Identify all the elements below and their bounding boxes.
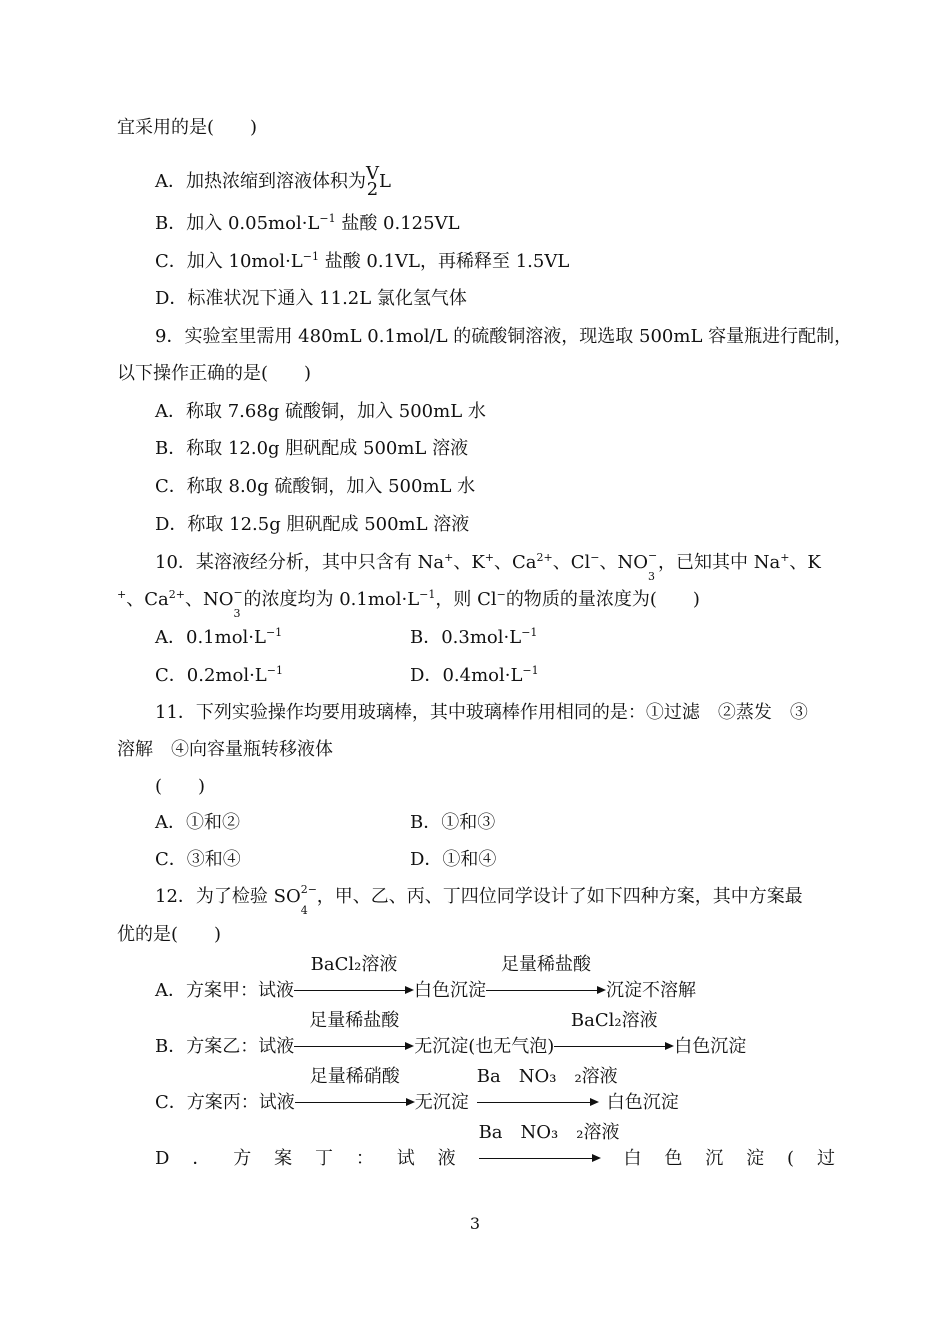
q11-option-c: C．③和④ xyxy=(155,849,241,870)
reaction-arrow: Ba NO₃ ₂溶液 xyxy=(477,1091,599,1115)
q10-option-b: B．$0.3mol\cdot L^{-1}$ xyxy=(410,626,538,648)
q12-stem-line1: 12．为了检验 SO 2− 4 ，甲、乙、丙、丁四位同学设计了如下四种方案，其中方案最 xyxy=(155,883,803,917)
fraction-v-over-2: V 2 xyxy=(366,163,379,200)
q11-option-d: D．①和④ xyxy=(410,849,497,870)
q9-stem-line2: 以下操作正确的是( ) xyxy=(117,363,312,384)
q8-option-b: B．加入 $0.05mol\cdot L^{-1}$ 盐酸 0.125VL xyxy=(155,212,460,234)
q9-option-b: B．称取 12.0g 胆矾配成 500mL 溶液 xyxy=(155,438,469,459)
q11-stem-line1: 11．下列实验操作均要用玻璃棒，其中玻璃棒作用相同的是：①过滤 ②蒸发 ③ xyxy=(155,702,808,723)
q9-stem-line1: 9．实验室里需用 480mL 0.1mol/L 的硫酸铜溶液，现选取 500mL 容量瓶进行配制， xyxy=(155,326,853,347)
q8-option-c: C．加入 $10mol\cdot L^{-1}$ 盐酸 0.1VL，再稀释至 1.5VL xyxy=(155,250,570,272)
q10-stem-line2: +、$Ca^{2+}$、NO − 3 的浓度均为 $0.1mol\cdot L^{-1}$，则 Cl−的物质的量浓度为( ) xyxy=(117,586,700,620)
q8-option-a: A．加热浓缩到溶液体积为 V 2 L xyxy=(155,163,391,200)
reaction-arrow: BaCl₂溶液 xyxy=(554,1035,674,1059)
q8-option-d: D．标准状况下通入 11.2L 氯化氢气体 xyxy=(155,288,467,309)
reaction-arrow: Ba NO₃ ₂溶液 xyxy=(479,1147,601,1171)
q9-option-c: C．称取 8.0g 硫酸铜，加入 500mL 水 xyxy=(155,476,476,497)
page-number: 3 xyxy=(469,1214,481,1233)
q9-option-d: D．称取 12.5g 胆矾配成 500mL 溶液 xyxy=(155,514,470,535)
q12-option-b: B．方案乙：试液 足量稀盐酸 无沉淀(也无气泡) BaCl₂溶液 白色沉淀 xyxy=(155,1010,747,1057)
q9-option-a: A．称取 7.68g 硫酸铜，加入 500mL 水 xyxy=(155,401,486,422)
reaction-arrow: BaCl₂溶液 xyxy=(294,979,414,1003)
q12-stem-line2: 优的是( ) xyxy=(117,924,222,945)
q10-stem-line1: 10．某溶液经分析，其中只含有 Na+、K+、$Ca^{2+}$、Cl−、NO − 3 ，已知其中 Na+、K xyxy=(155,549,821,583)
reaction-arrow: 足量稀盐酸 xyxy=(294,1035,414,1059)
q11-option-a: A．①和② xyxy=(155,812,240,833)
q10-option-d: D．$0.4mol\cdot L^{-1}$ xyxy=(410,664,539,686)
q10-option-a: A．$0.1mol\cdot L^{-1}$ xyxy=(155,626,283,648)
q12-option-c: C．方案丙：试液 足量稀硝酸 无沉淀 Ba NO₃ ₂溶液 白色沉淀 xyxy=(155,1066,679,1113)
reaction-arrow: 足量稀盐酸 xyxy=(486,979,606,1003)
q11-answer-paren: ( ) xyxy=(155,776,206,797)
q11-stem-line2: 溶解 ④向容量瓶转移液体 xyxy=(117,739,333,760)
q12-option-d: D ． 方 案 丁 ： 试 液 Ba NO₃ ₂溶液 白 色 沉 淀 ( 过 xyxy=(155,1122,835,1169)
reaction-arrow: 足量稀硝酸 xyxy=(295,1091,415,1115)
q10-option-c: C．$0.2mol\cdot L^{-1}$ xyxy=(155,664,283,686)
q8-stem-tail: 宜采用的是( ) xyxy=(117,117,258,138)
q11-option-b: B．①和③ xyxy=(410,812,496,833)
q12-option-a: A．方案甲：试液 BaCl₂溶液 白色沉淀 足量稀盐酸 沉淀不溶解 xyxy=(155,954,696,1001)
